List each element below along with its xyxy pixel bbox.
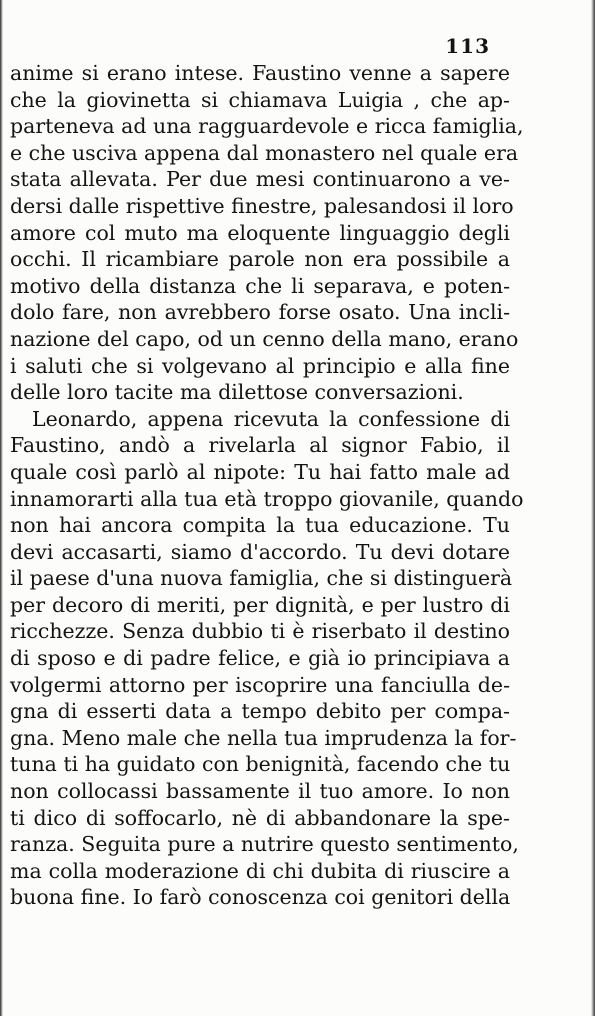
text-line: amore col muto ma eloquente linguaggio degli	[10, 220, 510, 245]
page-number: 113	[445, 34, 490, 58]
page-edge-shadow-left	[0, 0, 3, 1016]
text-line: tuna ti ha guidato con benignità, facendo che tu	[10, 752, 511, 777]
text-line: di sposo e di padre felice, e già io principiava a	[10, 646, 510, 671]
text-line: i saluti che si volgevano al principio e alla fine	[10, 353, 510, 378]
text-line: Faustino, andò a rivelarla al signor Fabio, il	[10, 433, 510, 458]
text-line: gna di esserti data a tempo debito per compa-	[10, 699, 510, 724]
text-line: dolo fare, non avrebbero forse osato. Una incli-	[10, 300, 510, 325]
text-line: gna. Meno male che nella tua imprudenza la for-	[10, 725, 517, 750]
text-line: occhi. Il ricambiare parole non era possibile a	[10, 247, 510, 272]
text-line: e che usciva appena dal monastero nel quale era	[10, 140, 519, 165]
text-line: che la giovinetta si chiamava Luigia , che ap-	[10, 87, 510, 112]
text-line: ti dico di soffocarlo, nè di abbandonare la spe-	[10, 805, 510, 830]
page-edge-shadow-right	[591, 0, 595, 1016]
text-line: nazione del capo, od un cenno della mano, erano	[10, 326, 519, 351]
text-line: per decoro di meriti, per dignità, e per lustro di	[10, 592, 510, 617]
text-line: non hai ancora compita la tua educazione. Tu	[10, 513, 510, 538]
text-line: delle loro tacite ma dilettose conversazioni.	[10, 380, 464, 405]
text-line: il paese d'una nuova famiglia, che si distinguerà	[10, 566, 513, 591]
text-line: devi accasarti, siamo d'accordo. Tu devi dotare	[10, 539, 510, 564]
text-line: Leonardo, appena ricevuta la confessione di	[32, 406, 510, 431]
text-line: buona fine. Io farò conoscenza coi genitori della	[10, 885, 511, 910]
text-line: ranza. Seguita pure a nutrire questo sentimento,	[10, 832, 519, 857]
body-text	[10, 60, 524, 911]
text-line: parteneva ad una ragguardevole e ricca famiglia,	[10, 114, 524, 139]
text-line: stata allevata. Per due mesi continuarono a ve-	[10, 167, 510, 192]
text-line: dersi dalle rispettive finestre, palesandosi il loro	[10, 193, 514, 218]
text-line: ricchezze. Senza dubbio ti è riserbato il destino	[10, 619, 510, 644]
text-line: ma colla moderazione di chi dubita di riuscire a	[10, 858, 510, 883]
text-line: non collocassi bassamente il tuo amore. Io non	[10, 779, 510, 804]
text-line: motivo della distanza che li separava, e poten-	[10, 273, 510, 298]
text-line: quale così parlò al nipote: Tu hai fatto male ad	[10, 459, 510, 484]
text-line: innamorarti alla tua età troppo giovanile, quando	[10, 486, 524, 511]
text-line: volgermi attorno per iscoprire una fanciulla de-	[10, 672, 510, 697]
text-line: anime si erano intese. Faustino venne a sapere	[10, 61, 510, 85]
